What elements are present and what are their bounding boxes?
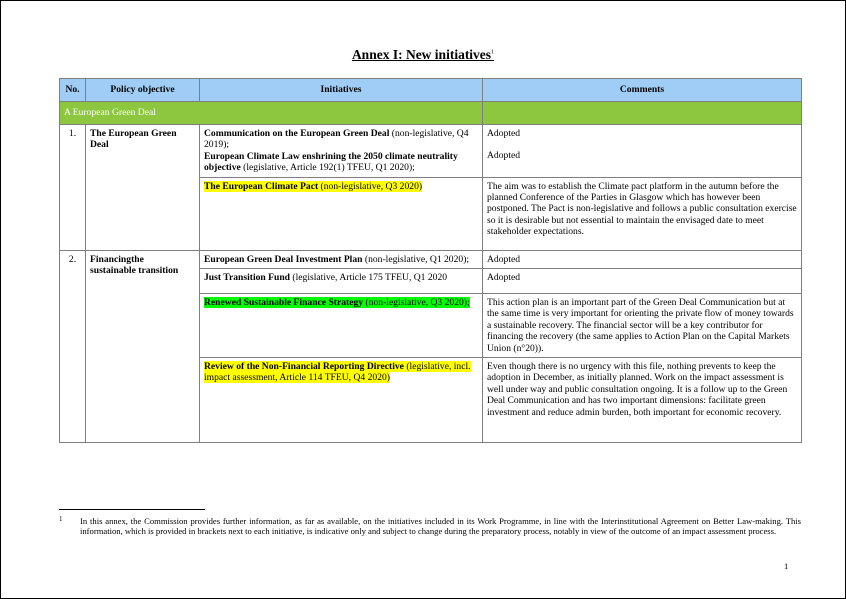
initiative-details: (non-legislative, Q3 2020) (318, 180, 423, 192)
initiative-details: (legislative, Article 192(1) TFEU, Q1 2020); (240, 162, 415, 174)
policy-line-1: The European Green (90, 128, 177, 139)
highlighted-initiative (204, 297, 470, 308)
page-number: 1 (784, 561, 789, 571)
initiative-cell (200, 269, 483, 294)
table-row (60, 125, 802, 178)
initiative-details: (non-legislative, Q3 2020); (363, 297, 470, 309)
initiative-details: (non-legislative, Q1 2020); (362, 253, 470, 265)
comment-cell: Even though there is no urgency with this file, nothing prevents to keep the adoption in December, as initially planned. Work on the impact assessment is well under way and public consultation ongoing. It is a follow up to the Green Deal Communication and has two important dimensions: facilitate green investment and reduce admin burden, both important for economic recovery. (483, 358, 802, 443)
initiative-details: (legislative, incl. impact assessment, Article 114 TFEU, Q4 2020) (204, 361, 471, 384)
row-number: 2. (60, 250, 86, 442)
comment-text: Adopted (487, 128, 521, 139)
footnote-mark: 1 (59, 515, 63, 523)
title-footnote-ref[interactable]: 1 (491, 49, 495, 56)
header-initiatives: Initiatives (200, 79, 483, 102)
table-row (60, 250, 802, 268)
initiative-title: Review of the Non-Financial Reporting Directive (204, 361, 404, 373)
section-row (60, 102, 802, 125)
initiative-title: Renewed Sustainable Finance Strategy (204, 297, 364, 309)
comment-text: Adopted (487, 150, 521, 162)
highlighted-initiative (204, 181, 422, 192)
comment-cell: This action plan is an important part of the Green Deal Communication but at the same time is very important for orienting the private flow of money towards a sustainable recovery. The financial sector will be a key contributor for financing the recovery (the same applies to Action Plan on the Capital Markets Union (n°20)). (483, 294, 802, 358)
footnote-text: In this annex, the Commission provides further information, as far as available, on the initiatives included in its Work Programme, in line with the Interinstitutional Agreement on Better Law-making. This information, which is provided in brackets next to each initiative, is indicative only and subject to change during the preparatory process, notably in view of the outcome of an impact assessment process. (80, 516, 801, 537)
initiative-cell (200, 294, 483, 358)
header-policy-objective: Policy objective (86, 79, 200, 102)
initiative-cell (200, 250, 483, 268)
initiative-cell (200, 125, 483, 178)
policy-line-2: Deal (90, 139, 109, 151)
page-title (1, 47, 845, 63)
highlighted-initiative (204, 361, 471, 383)
section-row-empty-cell (483, 102, 802, 125)
initiative-details: (legislative, Article 175 TFEU, Q1 2020 (290, 272, 448, 284)
initiative-title: Just Transition Fund (204, 272, 291, 284)
row-number: 1. (60, 125, 86, 251)
header-no: No. (60, 79, 86, 102)
initiatives-table (59, 78, 802, 443)
section-title: A European Green Deal (60, 102, 483, 125)
page-title-text: Annex I: New initiatives (351, 47, 492, 62)
comment-cell: Adopted (483, 269, 802, 294)
initiative-title: European Climate Law enshrining the 2050 climate neutrality objective (204, 150, 458, 174)
policy-objective (86, 250, 200, 442)
policy-line-2: sustainable transition (90, 265, 179, 277)
initiative-title: Communication on the European Green Deal (204, 128, 390, 139)
comment-cell: The aim was to establish the Climate pact platform in the autumn before the planned Conference of the Parties in Glasgow which has however been postponed. The Pact is non-legislative and follows a public consultation exercise so it is desirable but not essential to maintain the envisaged date to meet stakeholder expectations. (483, 177, 802, 250)
initiative-cell (200, 358, 483, 443)
policy-word-1: Financing (90, 253, 132, 265)
initiative-title: The European Climate Pact (204, 180, 319, 192)
table-header-row (60, 79, 802, 102)
comment-cell: Adopted (483, 250, 802, 268)
header-comments: Comments (483, 79, 802, 102)
comment-cell (483, 125, 802, 178)
footnote (59, 516, 801, 537)
policy-word-2: the (131, 253, 144, 265)
policy-objective (86, 125, 200, 251)
initiative-details: (non-legislative, Q4 2019); (204, 128, 469, 151)
footnote-separator (59, 509, 205, 510)
initiative-cell (200, 177, 483, 250)
initiative-title: European Green Deal Investment Plan (204, 253, 363, 265)
